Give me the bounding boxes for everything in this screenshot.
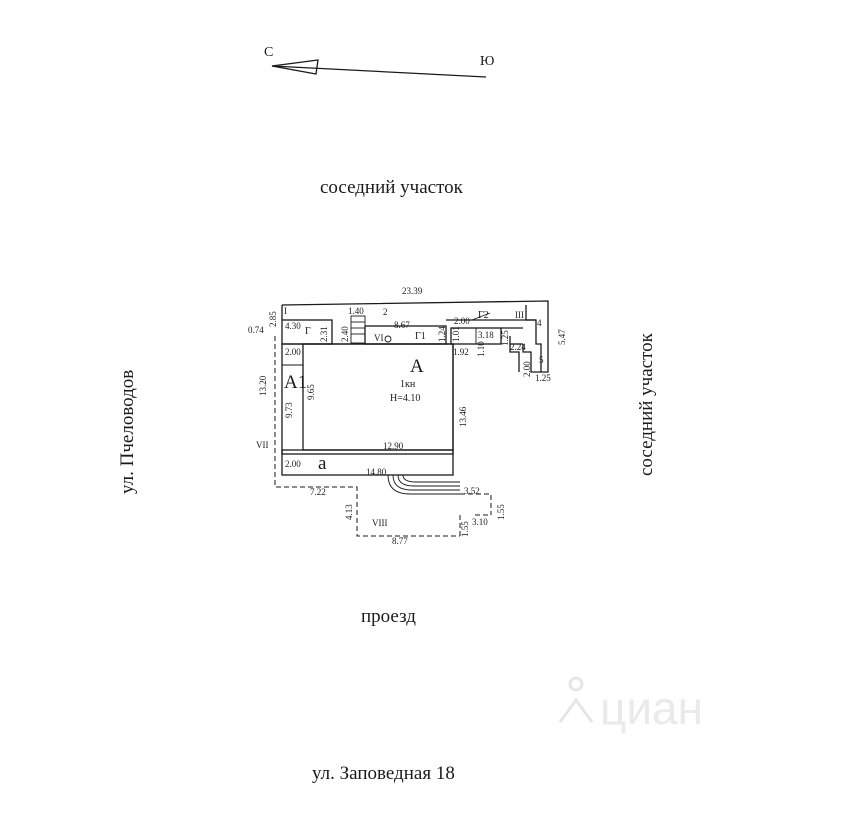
- dim-1-01: 1.01: [451, 326, 461, 342]
- dim-1-25b: 1.25: [535, 373, 551, 383]
- roman-2: 2: [383, 307, 388, 317]
- compass-north-label: С: [264, 45, 274, 60]
- letter-g: Г: [305, 326, 311, 337]
- dim-9-73: 9.73: [284, 402, 294, 418]
- left-street-label: ул. Пчеловодов: [117, 369, 138, 494]
- compass-south-label: Ю: [480, 54, 495, 69]
- house-height: Н=4.10: [390, 393, 421, 404]
- right-neighbor-label: соседний участок: [636, 333, 657, 476]
- watermark-text: циан: [600, 682, 704, 734]
- roman-5: 5: [539, 355, 544, 365]
- watermark-logo-icon: [560, 678, 592, 722]
- letter-a1: А1: [284, 372, 308, 393]
- dim-8-77: 8.77: [392, 536, 408, 546]
- dim-4-13: 4.13: [344, 504, 354, 520]
- dim-8-67: 8.67: [394, 320, 410, 330]
- dim-2-85: 2.85: [268, 311, 278, 327]
- roman-6: VI: [374, 333, 384, 343]
- top-neighbor-label: соседний участок: [320, 177, 463, 198]
- roman-1: I: [284, 306, 287, 316]
- dim-5-47: 5.47: [557, 329, 567, 345]
- dim-3-52: 3.52: [464, 486, 480, 496]
- dim-2-31: 2.31: [319, 326, 329, 342]
- letter-a: А: [410, 356, 424, 377]
- stairs-block: [351, 316, 365, 343]
- dim-2-40: 2.40: [340, 326, 350, 342]
- dim-1-55b: 1.55: [460, 521, 470, 537]
- dim-4-30: 4.30: [285, 321, 301, 331]
- roman-3: III: [515, 310, 524, 320]
- letter-g1: Г1: [415, 331, 426, 342]
- address-label: ул. Заповедная 18: [312, 763, 455, 784]
- letter-a-lower: а: [318, 453, 327, 474]
- roman-7: VII: [256, 440, 269, 450]
- dim-1-10: 1.10: [476, 341, 486, 357]
- main-house: [282, 344, 453, 475]
- compass-arrow: [264, 45, 494, 77]
- well-icon: [385, 336, 391, 342]
- house-floors: 1кн: [400, 379, 416, 390]
- roman-4: 4: [537, 318, 542, 328]
- roman-8: VIII: [372, 518, 388, 528]
- dim-1-55a: 1.55: [496, 504, 506, 520]
- dim-13-46: 13.46: [458, 406, 468, 427]
- dim-1-40: 1.40: [348, 306, 364, 316]
- dim-3-10: 3.10: [472, 517, 488, 527]
- dim-1-92: 1.92: [453, 347, 469, 357]
- dim-7-22: 7.22: [310, 487, 326, 497]
- dim-1-24: 1.24: [437, 326, 447, 342]
- dim-2-00-g2: 2.00: [454, 316, 470, 326]
- letter-g2: Г2: [478, 310, 489, 321]
- dim-2-24: 2.24: [510, 342, 526, 352]
- dim-13-20: 13.20: [258, 375, 268, 396]
- dim-2-00-l: 2.00: [285, 347, 301, 357]
- dimension-labels: [248, 286, 567, 546]
- watermark: [560, 678, 703, 734]
- dim-2-00-r: 2.00: [522, 361, 532, 377]
- dim-12-90: 12.90: [383, 441, 404, 451]
- bottom-passage-label: проезд: [361, 606, 416, 627]
- house-a-core: [303, 344, 453, 450]
- dim-14-80: 14.80: [366, 467, 387, 477]
- dim-3-18: 3.18: [478, 330, 494, 340]
- dim-9-65: 9.65: [306, 384, 316, 400]
- dim-23-39: 23.39: [402, 286, 423, 296]
- dim-1-25a: 1.25: [500, 330, 510, 346]
- dim-2-00-b: 2.00: [285, 459, 301, 469]
- dim-0-74: 0.74: [248, 325, 264, 335]
